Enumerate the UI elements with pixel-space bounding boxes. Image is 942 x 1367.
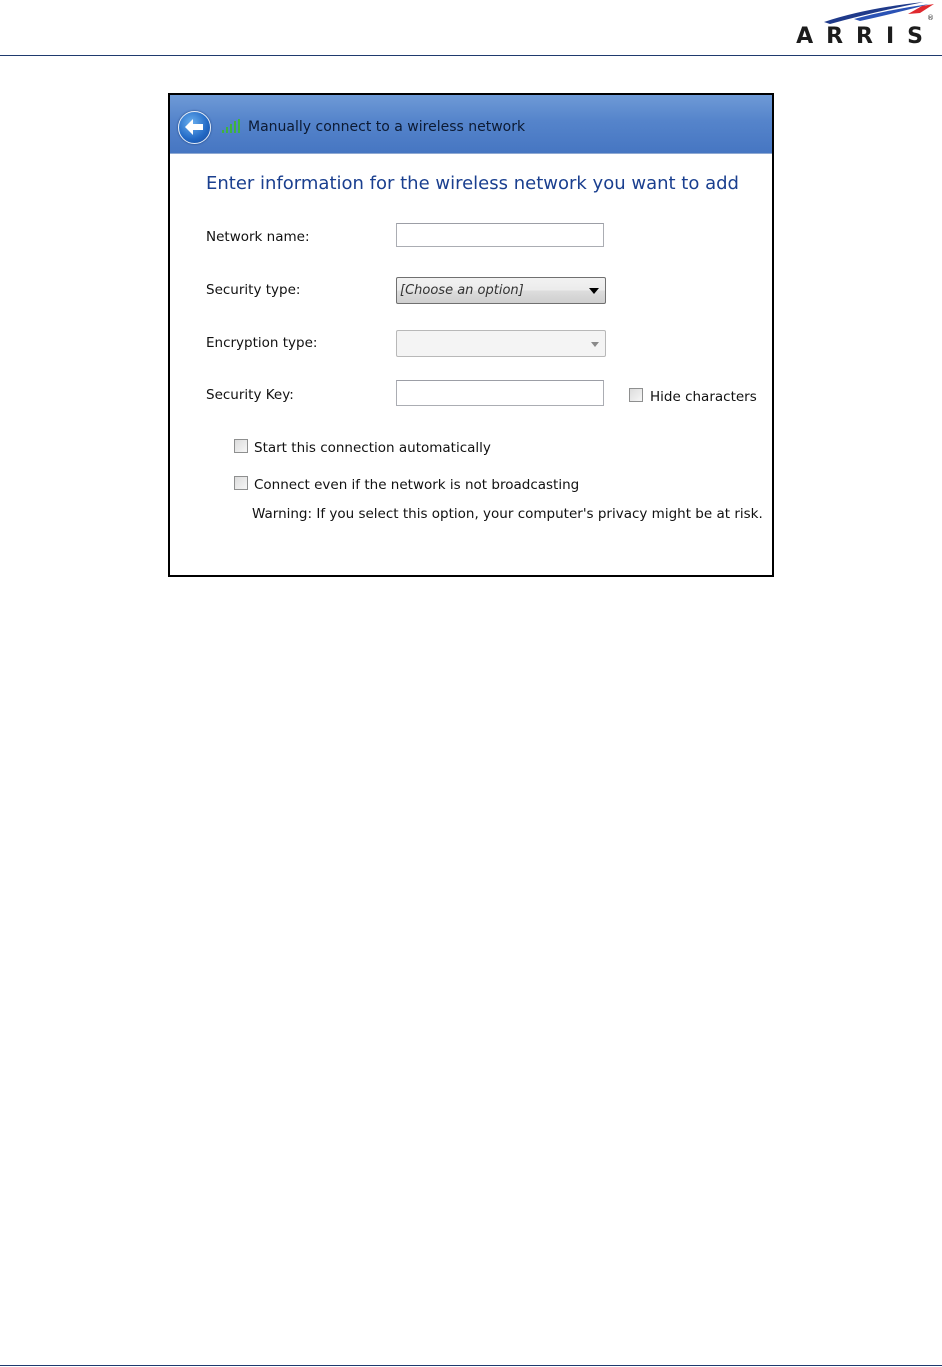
encryption-type-label: Encryption type:	[206, 335, 318, 351]
wireless-signal-icon	[222, 119, 242, 133]
encryption-type-select[interactable]	[396, 330, 606, 357]
security-type-select[interactable]	[396, 277, 606, 304]
start-automatically-checkbox[interactable]	[234, 439, 248, 453]
back-arrow-icon	[184, 118, 204, 136]
security-type-value: [Choose an option]	[400, 283, 524, 298]
connect-not-broadcasting-label: Connect even if the network is not broadcasting	[254, 477, 580, 493]
connect-not-broadcasting-checkbox[interactable]	[234, 476, 248, 490]
logo-registered-mark: ®	[927, 14, 934, 22]
dialog-title: Manually connect to a wireless network	[248, 119, 526, 135]
header-divider	[0, 55, 942, 56]
back-button[interactable]	[178, 111, 211, 144]
privacy-warning: Warning: If you select this option, your computer's privacy might be at risk.	[252, 506, 763, 522]
security-key-input[interactable]	[396, 380, 604, 406]
arris-logo	[796, 0, 936, 54]
logo-wordmark: ARRIS	[796, 24, 936, 49]
hide-characters-checkbox[interactable]	[629, 388, 643, 402]
dropdown-arrow-icon	[591, 342, 599, 347]
dialog-heading: Enter information for the wireless network you want to add	[206, 173, 739, 194]
dropdown-arrow-icon	[589, 288, 599, 294]
network-name-label: Network name:	[206, 229, 310, 245]
footer-divider	[0, 1365, 942, 1366]
security-key-label: Security Key:	[206, 387, 294, 403]
network-name-input[interactable]	[396, 223, 604, 247]
security-type-label: Security type:	[206, 282, 301, 298]
wireless-connect-dialog	[168, 93, 774, 577]
start-automatically-label: Start this connection automatically	[254, 440, 491, 456]
hide-characters-label: Hide characters	[650, 389, 757, 405]
dialog-titlebar	[170, 95, 772, 154]
